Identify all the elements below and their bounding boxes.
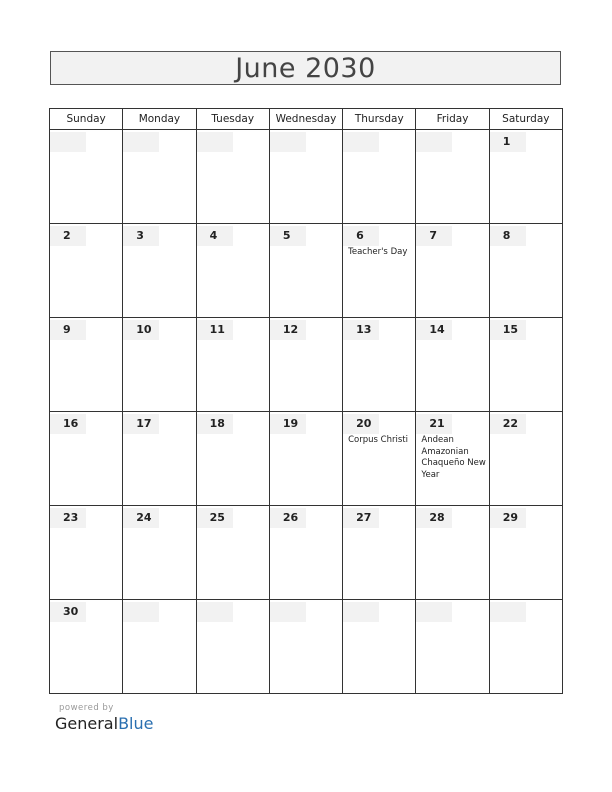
day-number bbox=[343, 132, 379, 152]
calendar-day-cell[interactable] bbox=[343, 224, 416, 318]
day-number: 9 bbox=[50, 320, 86, 340]
day-number: 13 bbox=[343, 320, 379, 340]
day-number bbox=[197, 132, 233, 152]
calendar-week-row bbox=[50, 506, 563, 600]
calendar-day-cell[interactable] bbox=[269, 506, 342, 600]
brand-logo[interactable] bbox=[55, 714, 153, 733]
day-number: 27 bbox=[343, 508, 379, 528]
calendar-day-cell[interactable] bbox=[196, 412, 269, 506]
day-number bbox=[123, 132, 159, 152]
calendar-day-cell[interactable] bbox=[123, 224, 196, 318]
day-number: 29 bbox=[490, 508, 526, 528]
day-number: 17 bbox=[123, 414, 159, 434]
day-number: 2 bbox=[50, 226, 86, 246]
day-number bbox=[123, 602, 159, 622]
day-number bbox=[343, 602, 379, 622]
weekday-header: Monday bbox=[123, 109, 196, 130]
calendar-day-cell[interactable] bbox=[269, 224, 342, 318]
calendar-title: June 2030 bbox=[235, 52, 376, 84]
calendar-day-cell[interactable] bbox=[269, 130, 342, 224]
calendar-day-cell[interactable] bbox=[416, 224, 489, 318]
calendar-day-cell[interactable] bbox=[416, 506, 489, 600]
powered-by-text: powered by bbox=[59, 703, 114, 713]
day-number bbox=[197, 602, 233, 622]
day-number: 24 bbox=[123, 508, 159, 528]
weekday-header: Wednesday bbox=[269, 109, 342, 130]
calendar-day-cell[interactable] bbox=[269, 318, 342, 412]
calendar-week-row bbox=[50, 224, 563, 318]
calendar-week-row bbox=[50, 318, 563, 412]
calendar-day-cell[interactable] bbox=[269, 412, 342, 506]
calendar-day-cell[interactable] bbox=[416, 600, 489, 694]
calendar-grid bbox=[49, 108, 563, 694]
calendar-day-cell[interactable] bbox=[269, 600, 342, 694]
day-number: 14 bbox=[416, 320, 452, 340]
calendar-day-cell[interactable] bbox=[123, 130, 196, 224]
day-number: 6 bbox=[343, 226, 379, 246]
calendar-day-cell[interactable] bbox=[489, 600, 562, 694]
calendar-day-cell[interactable] bbox=[416, 130, 489, 224]
day-number: 11 bbox=[197, 320, 233, 340]
calendar-day-cell[interactable] bbox=[123, 506, 196, 600]
calendar-day-cell[interactable] bbox=[489, 506, 562, 600]
calendar-week-row bbox=[50, 600, 563, 694]
weekday-header-row bbox=[50, 109, 563, 130]
calendar-day-cell[interactable] bbox=[416, 412, 489, 506]
calendar-day-cell[interactable] bbox=[343, 600, 416, 694]
calendar-day-cell[interactable] bbox=[123, 412, 196, 506]
day-number: 8 bbox=[490, 226, 526, 246]
day-number: 26 bbox=[270, 508, 306, 528]
calendar-week-row bbox=[50, 412, 563, 506]
calendar-body bbox=[50, 130, 563, 694]
holiday-label: Teacher's Day bbox=[348, 247, 408, 257]
day-number bbox=[50, 132, 86, 152]
weekday-header: Thursday bbox=[343, 109, 416, 130]
day-number: 5 bbox=[270, 226, 306, 246]
day-number: 3 bbox=[123, 226, 159, 246]
calendar-day-cell[interactable] bbox=[416, 318, 489, 412]
day-number bbox=[416, 132, 452, 152]
calendar-day-cell[interactable] bbox=[50, 130, 123, 224]
calendar-day-cell[interactable] bbox=[196, 224, 269, 318]
day-number bbox=[270, 602, 306, 622]
calendar-day-cell[interactable] bbox=[196, 318, 269, 412]
calendar-week-row bbox=[50, 130, 563, 224]
calendar-day-cell[interactable] bbox=[50, 318, 123, 412]
calendar-day-cell[interactable] bbox=[196, 130, 269, 224]
day-number: 1 bbox=[490, 132, 526, 152]
day-number: 4 bbox=[197, 226, 233, 246]
weekday-header: Saturday bbox=[489, 109, 562, 130]
day-number: 21 bbox=[416, 414, 452, 434]
day-number bbox=[270, 132, 306, 152]
calendar-day-cell[interactable] bbox=[50, 412, 123, 506]
day-number: 30 bbox=[50, 602, 86, 622]
calendar-title-box bbox=[50, 51, 561, 85]
day-number: 28 bbox=[416, 508, 452, 528]
day-number: 12 bbox=[270, 320, 306, 340]
calendar-day-cell[interactable] bbox=[196, 506, 269, 600]
day-number bbox=[490, 602, 526, 622]
weekday-header: Tuesday bbox=[196, 109, 269, 130]
calendar-day-cell[interactable] bbox=[489, 318, 562, 412]
day-number: 15 bbox=[490, 320, 526, 340]
calendar-day-cell[interactable] bbox=[123, 600, 196, 694]
calendar-day-cell[interactable] bbox=[50, 224, 123, 318]
calendar-day-cell[interactable] bbox=[123, 318, 196, 412]
calendar-day-cell[interactable] bbox=[489, 130, 562, 224]
day-number: 10 bbox=[123, 320, 159, 340]
calendar-day-cell[interactable] bbox=[196, 600, 269, 694]
calendar-day-cell[interactable] bbox=[343, 130, 416, 224]
day-number: 25 bbox=[197, 508, 233, 528]
holiday-label: Andean Amazonian Chaqueño New Year bbox=[421, 435, 486, 480]
day-number: 7 bbox=[416, 226, 452, 246]
calendar-day-cell[interactable] bbox=[50, 506, 123, 600]
calendar-day-cell[interactable] bbox=[343, 412, 416, 506]
calendar-day-cell[interactable] bbox=[343, 506, 416, 600]
day-number: 19 bbox=[270, 414, 306, 434]
brand-logo-blue: Blue bbox=[118, 714, 154, 733]
day-number: 16 bbox=[50, 414, 86, 434]
day-number: 22 bbox=[490, 414, 526, 434]
calendar-day-cell[interactable] bbox=[489, 412, 562, 506]
calendar-day-cell[interactable] bbox=[489, 224, 562, 318]
day-number: 23 bbox=[50, 508, 86, 528]
day-number bbox=[416, 602, 452, 622]
holiday-label: Corpus Christi bbox=[348, 435, 408, 445]
day-number: 20 bbox=[343, 414, 379, 434]
weekday-header: Friday bbox=[416, 109, 489, 130]
calendar-day-cell[interactable] bbox=[343, 318, 416, 412]
weekday-header: Sunday bbox=[50, 109, 123, 130]
brand-logo-general: General bbox=[55, 714, 119, 733]
calendar-day-cell[interactable] bbox=[50, 600, 123, 694]
day-number: 18 bbox=[197, 414, 233, 434]
